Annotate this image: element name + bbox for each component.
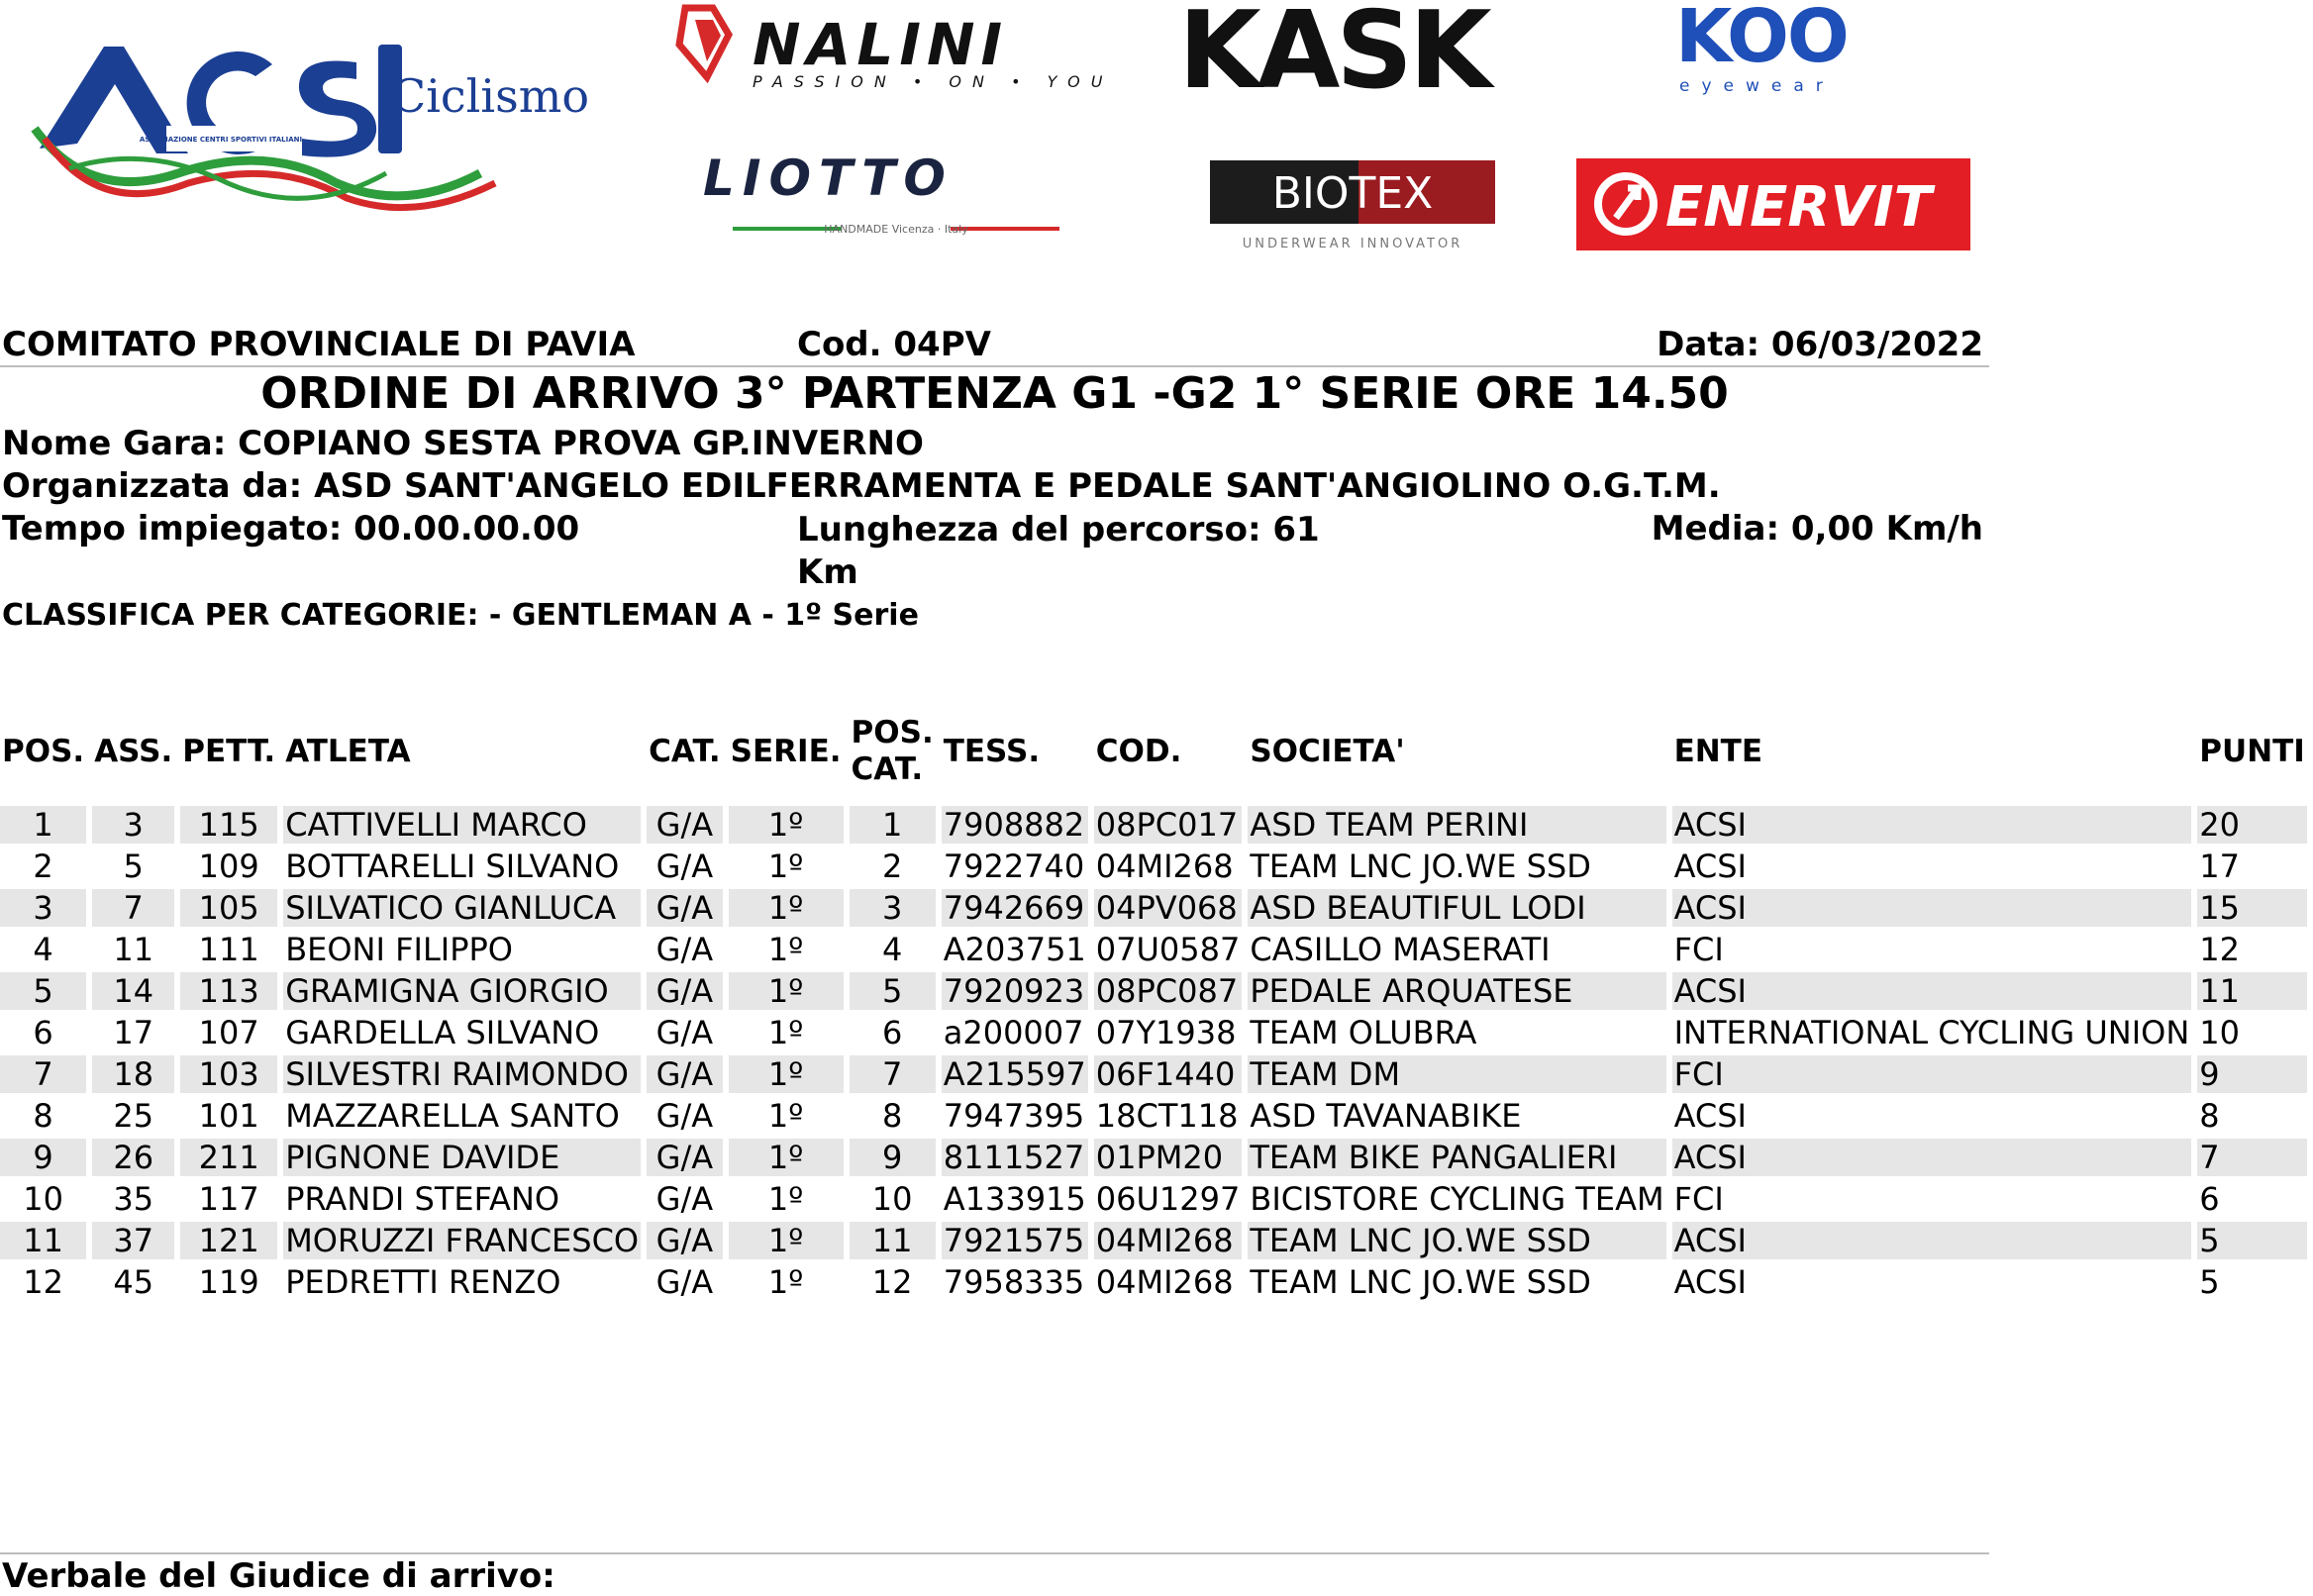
cell-pos: 4 <box>33 931 53 968</box>
kask-wordmark: KASK <box>1178 0 1488 113</box>
cell-ass: 17 <box>113 1014 154 1051</box>
table-row <box>0 1222 2307 1259</box>
cell-pos-cat: 5 <box>850 972 936 1010</box>
cell-ente: INTERNATIONAL CYCLING UNION <box>1673 1014 2190 1051</box>
race-name: Nome Gara: COPIANO SESTA PROVA GP.INVERNO <box>2 424 924 463</box>
cell-societa: ASD TAVANABIKE <box>1250 1097 1522 1135</box>
cell-serie: 1º <box>729 1055 844 1093</box>
biotex-logo <box>1210 160 1495 255</box>
cell-ente: ACSI <box>1673 848 1747 885</box>
cell-societa: TEAM LNC JO.WE SSD <box>1248 1222 1665 1259</box>
cell-ente: FCI <box>1673 1180 1724 1218</box>
cell-tess: A133915 <box>943 1180 1086 1218</box>
cell-tess: 7922740 <box>943 848 1085 885</box>
cell-cod: 06F1440 <box>1094 1055 1243 1093</box>
average-speed: Media: 0,00 Km/h <box>1651 509 1983 549</box>
cell-ente: ACSI <box>1672 806 2192 844</box>
cell-serie: 1º <box>729 1222 844 1259</box>
nalini-tagline: PASSION • ON • YOU <box>753 72 1114 91</box>
liotto-logo <box>703 150 1099 252</box>
cell-serie: 1º <box>767 931 804 968</box>
cell-pett: 121 <box>180 1222 277 1259</box>
cell-societa: ASD TEAM PERINI <box>1248 806 1665 844</box>
committee-code: Cod. 04PV <box>797 325 991 364</box>
cell-cat: G/A <box>655 1263 714 1301</box>
cell-serie: 1º <box>729 889 844 927</box>
cell-ente: ACSI <box>1672 1139 2192 1176</box>
table-row <box>0 1097 2307 1135</box>
cell-pos: 5 <box>0 972 86 1010</box>
cell-ass: 14 <box>92 972 174 1010</box>
judge-report-label: Verbale del Giudice di arrivo: <box>2 1556 555 1596</box>
cell-pos-cat: 9 <box>850 1139 936 1176</box>
cell-atleta: GARDELLA SILVANO <box>285 1014 600 1051</box>
cell-cat: G/A <box>655 1097 714 1135</box>
cell-cod: 04MI268 <box>1094 1222 1243 1259</box>
cell-atleta: MAZZARELLA SANTO <box>285 1097 620 1135</box>
cell-serie: 1º <box>729 1139 844 1176</box>
cell-atleta: PRANDI STEFANO <box>285 1180 560 1218</box>
cell-cod: 08PC087 <box>1094 972 1243 1010</box>
enervit-wordmark: ENERVIT <box>1665 175 1932 240</box>
cell-punti: 17 <box>2199 848 2241 885</box>
cell-serie: 1º <box>729 972 844 1010</box>
cell-societa: CASILLO MASERATI <box>1250 931 1551 968</box>
sponsor-logos <box>0 0 1989 287</box>
cell-punti: 5 <box>2199 1263 2220 1301</box>
cell-tess: 7908882 <box>942 806 1088 844</box>
cell-pett: 101 <box>198 1097 259 1135</box>
cell-ass: 18 <box>92 1055 174 1093</box>
organizer: Organizzata da: ASD SANT'ANGELO EDILFERRAMENTA E PEDALE SANT'ANGIOLINO O.G.T.M. <box>2 466 1721 506</box>
cell-ente: FCI <box>1672 1055 2192 1093</box>
cell-pett: 115 <box>180 806 277 844</box>
cell-pos-cat: 6 <box>881 1014 903 1051</box>
cell-ente: ACSI <box>1673 1263 1747 1301</box>
cell-atleta: SILVATICO GIANLUCA <box>283 889 641 927</box>
table-row <box>0 1263 2307 1301</box>
cell-pos: 12 <box>23 1263 63 1301</box>
col-societa: SOCIETA' <box>1250 733 1405 769</box>
cell-ente: ACSI <box>1672 889 2192 927</box>
cell-cat: G/A <box>647 889 723 927</box>
cell-pos: 7 <box>0 1055 86 1093</box>
cell-atleta: PEDRETTI RENZO <box>285 1263 561 1301</box>
kask-logo <box>1178 0 1535 113</box>
cell-tess: 7947395 <box>943 1097 1085 1135</box>
cell-ass: 3 <box>92 806 174 844</box>
cell-pos: 8 <box>33 1097 53 1135</box>
cell-ass: 7 <box>92 889 174 927</box>
cell-serie: 1º <box>767 848 804 885</box>
cell-punti: 6 <box>2199 1180 2220 1218</box>
cell-cat: G/A <box>655 931 714 968</box>
cell-tess: 7942669 <box>942 889 1088 927</box>
race-date: Data: 06/03/2022 <box>1657 325 1983 364</box>
cell-pos-cat: 4 <box>881 931 903 968</box>
cell-societa: TEAM LNC JO.WE SSD <box>1250 848 1591 885</box>
col-serie: SERIE. <box>730 733 842 769</box>
cell-atleta: CATTIVELLI MARCO <box>283 806 641 844</box>
table-header-row <box>0 715 2307 788</box>
cell-serie: 1º <box>767 1014 804 1051</box>
cell-atleta: PIGNONE DAVIDE <box>283 1139 641 1176</box>
table-row <box>0 1180 2307 1218</box>
nalini-logo <box>673 0 1129 94</box>
table-row <box>0 848 2307 885</box>
cell-tess: 7958335 <box>943 1263 1085 1301</box>
cell-pett: 211 <box>180 1139 277 1176</box>
cell-societa: ASD BEAUTIFUL LODI <box>1248 889 1665 927</box>
cell-pos: 1 <box>0 806 86 844</box>
cell-tess: 8111527 <box>942 1139 1088 1176</box>
col-pett: PETT. <box>182 733 276 769</box>
cell-ass: 45 <box>113 1263 154 1301</box>
cell-tess: a200007 <box>943 1014 1084 1051</box>
cell-punti: 11 <box>2197 972 2307 1010</box>
cell-pett: 117 <box>198 1180 259 1218</box>
cell-pos: 3 <box>0 889 86 927</box>
cell-tess: A203751 <box>943 931 1086 968</box>
results-table <box>0 711 2313 1305</box>
acsi-logo <box>30 35 604 223</box>
footer-divider <box>0 1552 1989 1554</box>
col-punti: PUNTI <box>2199 733 2305 769</box>
cell-pos-cat: 7 <box>850 1055 936 1093</box>
cell-atleta: MORUZZI FRANCESCO <box>285 1222 640 1259</box>
cell-pos-cat: 10 <box>871 1180 913 1218</box>
cell-cat: G/A <box>655 848 714 885</box>
cell-cod: 04MI268 <box>1095 848 1234 885</box>
cell-ente: ACSI <box>1673 1097 1747 1135</box>
cell-cat: G/A <box>647 972 723 1010</box>
koo-wordmark: KOO <box>1675 0 1848 79</box>
cell-pos: 6 <box>33 1014 53 1051</box>
cell-pos-cat: 2 <box>881 848 903 885</box>
cell-cat: G/A <box>655 1180 714 1218</box>
col-pos: POS. <box>2 733 85 769</box>
cell-ass: 11 <box>113 931 154 968</box>
col-pos-cat: POS. CAT. <box>851 715 934 787</box>
committee-name: COMITATO PROVINCIALE DI PAVIA <box>2 325 636 364</box>
cell-punti: 15 <box>2197 889 2307 927</box>
cell-cod: 18CT118 <box>1095 1097 1239 1135</box>
cell-pett: 103 <box>180 1055 277 1093</box>
nalini-wordmark: NALINI <box>753 11 1009 78</box>
cell-serie: 1º <box>767 1097 804 1135</box>
cell-pos-cat: 12 <box>871 1263 913 1301</box>
col-tess: TESS. <box>943 733 1041 769</box>
cell-societa: TEAM BIKE PANGALIERI <box>1248 1139 1665 1176</box>
cell-cat: G/A <box>647 1055 723 1093</box>
koo-logo <box>1673 0 1881 99</box>
cell-ente: ACSI <box>1672 1222 2192 1259</box>
col-ass: ASS. <box>94 733 173 769</box>
cell-cod: 07Y1938 <box>1095 1014 1237 1051</box>
cell-atleta: SILVESTRI RAIMONDO <box>283 1055 641 1093</box>
cell-pett: 119 <box>198 1263 259 1301</box>
cell-pos: 2 <box>33 848 53 885</box>
cell-cod: 04PV068 <box>1094 889 1243 927</box>
acsi-tagline: ASSOCIAZIONE CENTRI SPORTIVI ITALIANI <box>139 136 303 144</box>
time-used: Tempo impiegato: 00.00.00.00 <box>2 509 580 549</box>
cell-serie: 1º <box>767 1180 804 1218</box>
col-cat: CAT. <box>649 733 721 769</box>
cell-pos: 9 <box>0 1139 86 1176</box>
cell-atleta: BEONI FILIPPO <box>285 931 513 968</box>
cell-cat: G/A <box>647 1139 723 1176</box>
cell-ass: 26 <box>92 1139 174 1176</box>
cell-atleta: BOTTARELLI SILVANO <box>285 848 620 885</box>
table-row <box>0 1055 2307 1093</box>
page-title: ORDINE DI ARRIVO 3° PARTENZA G1 -G2 1° SERIE ORE 14.50 <box>260 368 1729 419</box>
cell-pos-cat: 3 <box>850 889 936 927</box>
cell-punti: 8 <box>2199 1097 2220 1135</box>
cell-tess: 7920923 <box>942 972 1088 1010</box>
col-atleta: ATLETA <box>285 733 411 769</box>
cell-ente: FCI <box>1673 931 1724 968</box>
cell-punti: 10 <box>2199 1014 2241 1051</box>
cell-societa: TEAM DM <box>1248 1055 1665 1093</box>
enervit-logo <box>1576 158 1970 250</box>
cell-cat: G/A <box>647 806 723 844</box>
cell-pett: 113 <box>180 972 277 1010</box>
cell-serie: 1º <box>767 1263 804 1301</box>
table-row <box>0 806 2307 844</box>
cell-societa: PEDALE ARQUATESE <box>1248 972 1665 1010</box>
cell-pett: 109 <box>198 848 259 885</box>
cell-punti: 12 <box>2199 931 2241 968</box>
cell-societa: TEAM OLUBRA <box>1250 1014 1477 1051</box>
cell-ente: ACSI <box>1672 972 2192 1010</box>
table-row <box>0 931 2307 968</box>
course-length: Lunghezza del percorso: 61 Km <box>797 510 1320 592</box>
cell-cod: 08PC017 <box>1094 806 1243 844</box>
cell-pos: 11 <box>0 1222 86 1259</box>
liotto-wordmark: LIOTTO <box>703 150 954 207</box>
cell-ass: 35 <box>113 1180 154 1218</box>
koo-tagline: eyewear <box>1679 76 1835 96</box>
cell-societa: BICISTORE CYCLING TEAM <box>1250 1180 1664 1218</box>
cell-punti: 20 <box>2197 806 2307 844</box>
cell-tess: A215597 <box>943 1055 1086 1093</box>
classification-title: CLASSIFICA PER CATEGORIE: - GENTLEMAN A - 1º Serie <box>2 598 919 633</box>
cell-pos-cat: 1 <box>850 806 936 844</box>
cell-cod: 01PM20 <box>1094 1139 1243 1176</box>
acsi-subtitle: Ciclismo <box>391 69 590 123</box>
header-divider <box>0 365 1989 367</box>
liotto-tagline: HANDMADE Vicenza · Italy <box>824 223 968 236</box>
cell-cod: 06U1297 <box>1095 1180 1241 1218</box>
table-row <box>0 889 2307 927</box>
cell-societa: TEAM LNC JO.WE SSD <box>1250 1263 1591 1301</box>
cell-punti: 7 <box>2197 1139 2307 1176</box>
table-row <box>0 972 2307 1010</box>
cell-serie: 1º <box>729 806 844 844</box>
cell-pett: 111 <box>198 931 259 968</box>
cell-ass: 37 <box>92 1222 174 1259</box>
cell-pos: 10 <box>23 1180 63 1218</box>
cell-ass: 5 <box>123 848 144 885</box>
cell-cat: G/A <box>655 1014 714 1051</box>
cell-pos-cat: 11 <box>850 1222 936 1259</box>
col-ente: ENTE <box>1673 733 1763 769</box>
cell-atleta: GRAMIGNA GIORGIO <box>283 972 641 1010</box>
cell-punti: 9 <box>2197 1055 2307 1093</box>
cell-cod: 07U0587 <box>1095 931 1241 968</box>
cell-ass: 25 <box>113 1097 154 1135</box>
table-row <box>0 1139 2307 1176</box>
cell-pett: 105 <box>180 889 277 927</box>
biotex-tagline: UNDERWEAR INNOVATOR <box>1242 237 1463 251</box>
cell-punti: 5 <box>2197 1222 2307 1259</box>
cell-cod: 04MI268 <box>1095 1263 1234 1301</box>
cell-tess: 7921575 <box>942 1222 1088 1259</box>
cell-pos-cat: 8 <box>881 1097 903 1135</box>
col-cod: COD. <box>1095 733 1182 769</box>
cell-cat: G/A <box>647 1222 723 1259</box>
biotex-wordmark: BIOTEX <box>1271 168 1434 219</box>
cell-pett: 107 <box>198 1014 259 1051</box>
table-row <box>0 1014 2307 1051</box>
